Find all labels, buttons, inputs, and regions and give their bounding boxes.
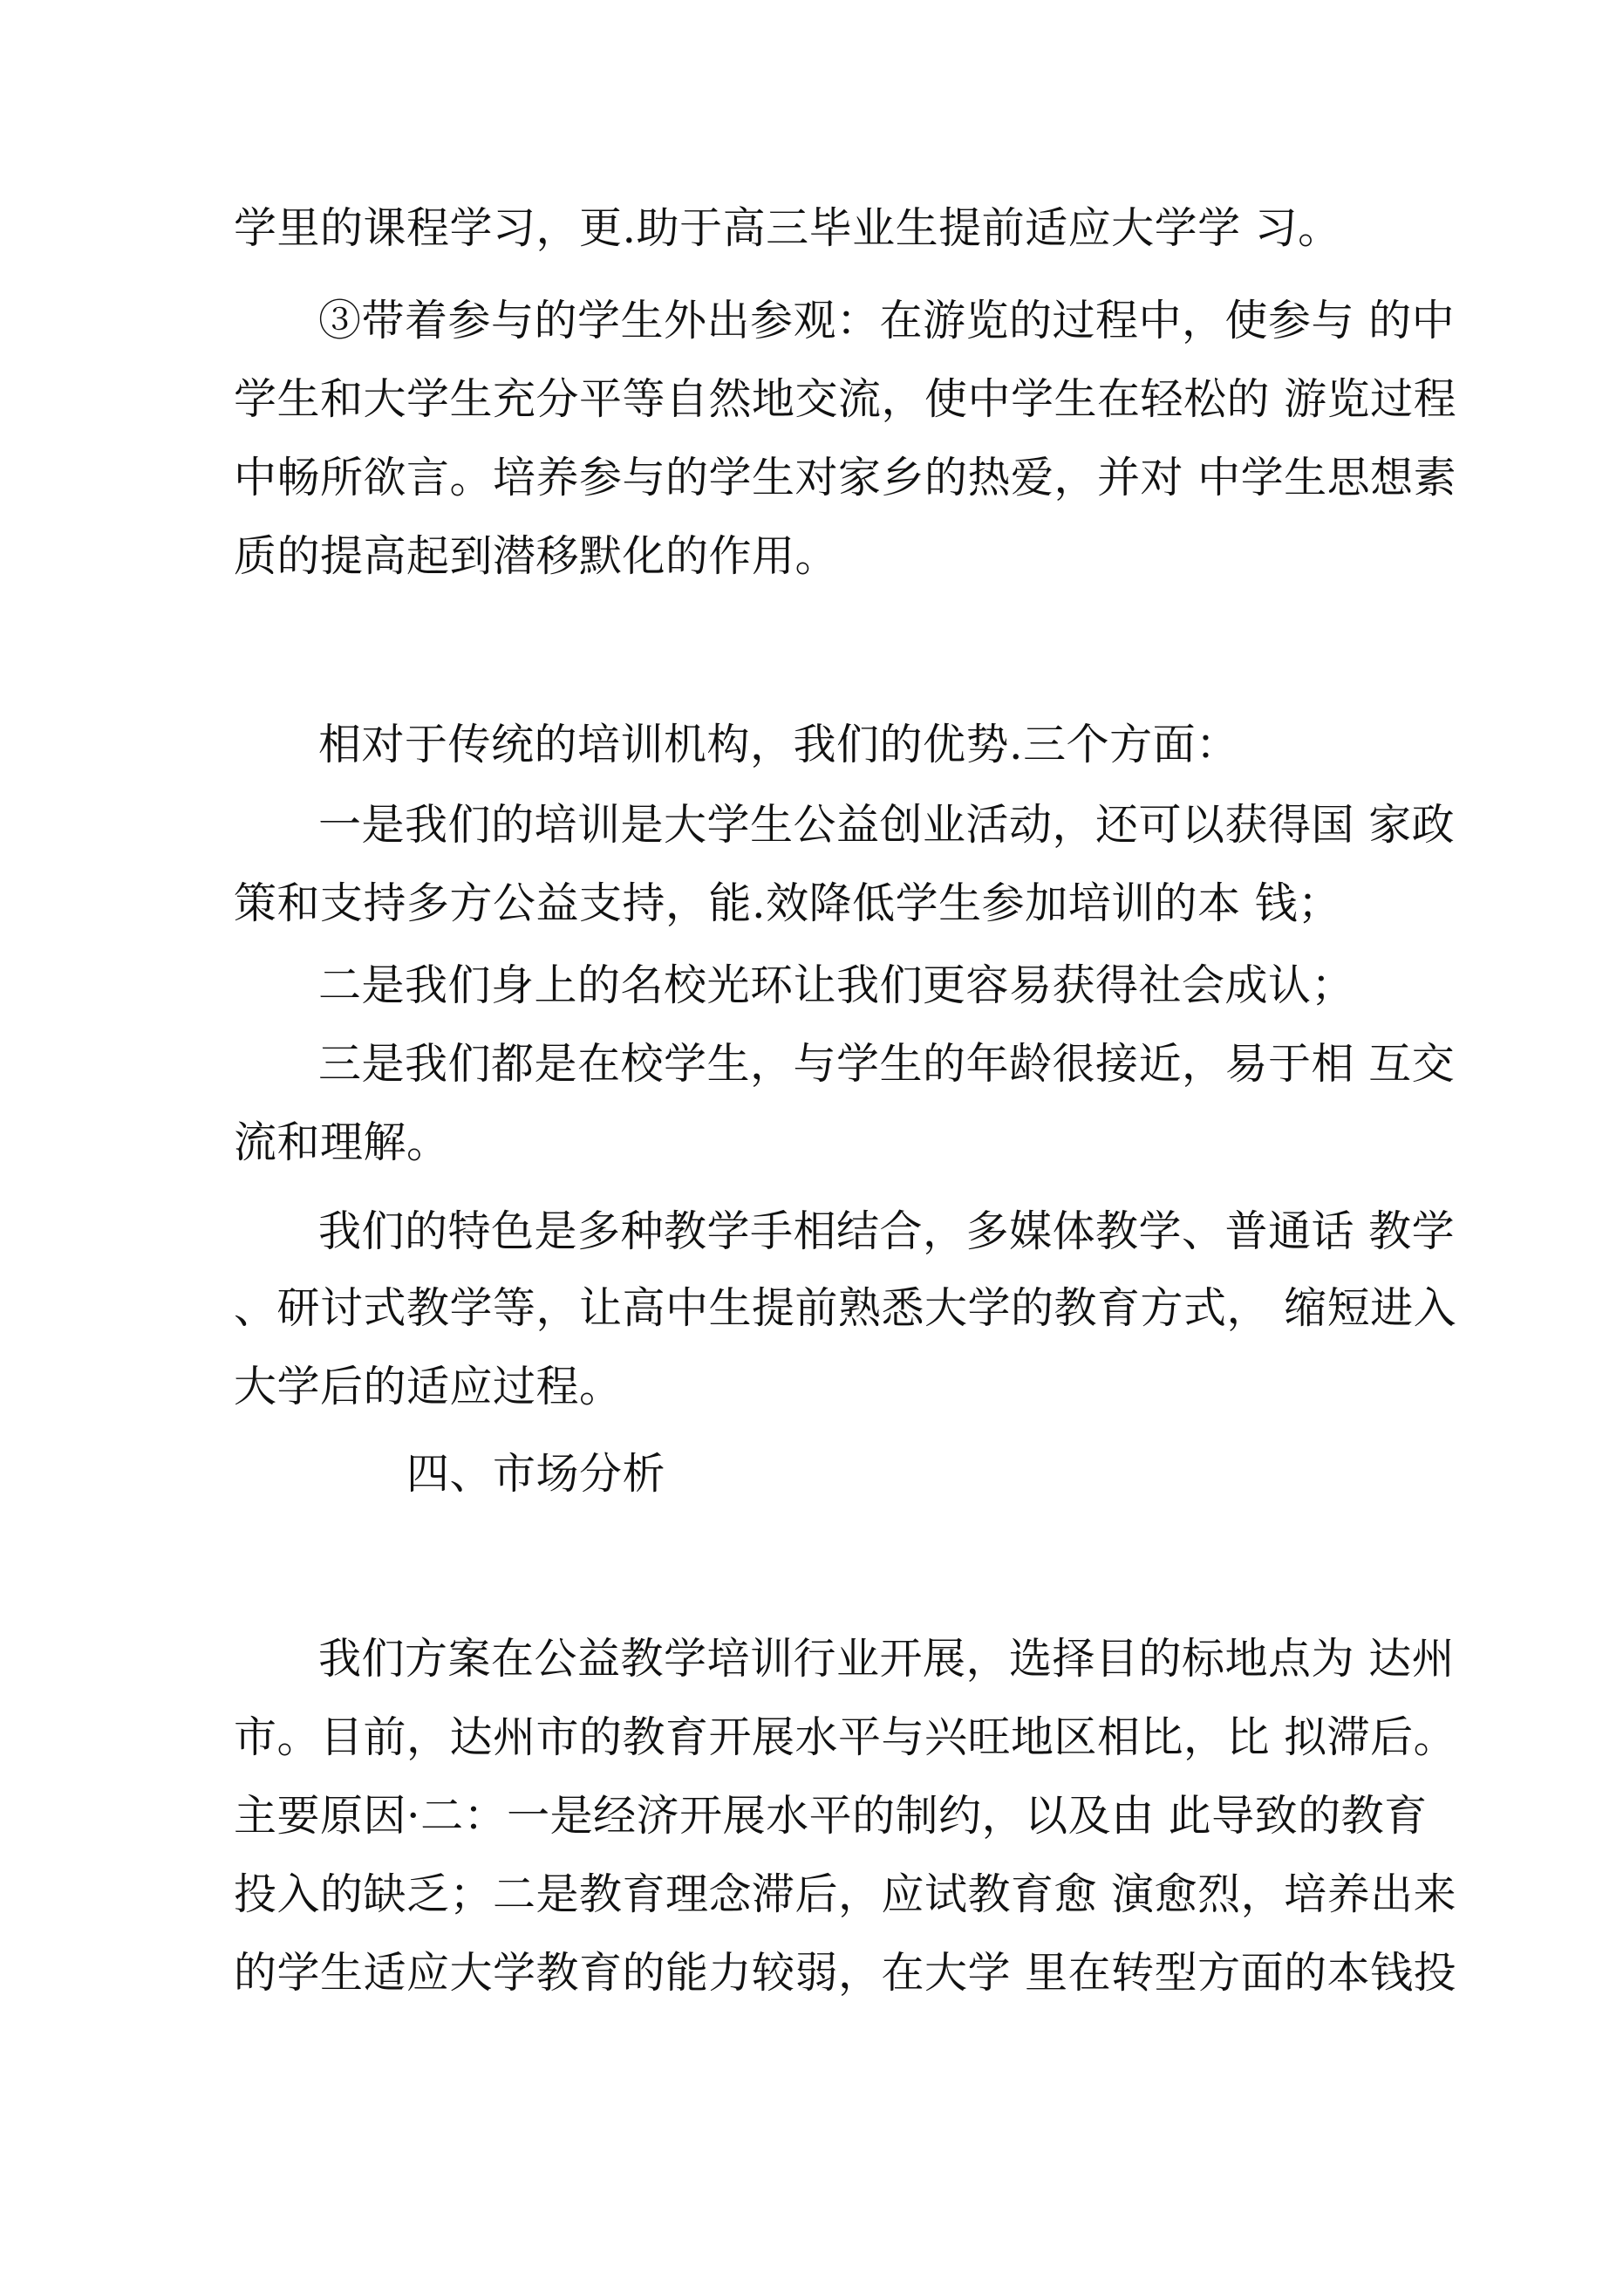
text-line: 我们方案在公益教学培训行业开展，选择目的标地点为 达州 [318, 1634, 1456, 1684]
text-line: 大学后的适应过程。 [234, 1362, 623, 1411]
text-line: 投入的缺乏；二是教育理念滞后，应试教育愈 演愈烈，培养出来 [234, 1869, 1457, 1919]
text-line: 主要原因·二：一是经济开展水平的制约，以及由 此导致的教育 [234, 1791, 1428, 1841]
text-line: 三是我们都是在校学生，与学生的年龄很接近，易于相 互交 [318, 1039, 1456, 1089]
text-line: 、研讨式教学等，让高中生提前熟悉大学的教育方式， 缩短进入 [234, 1283, 1457, 1333]
text-line: 流和理解。 [234, 1117, 450, 1167]
text-line: ③带着参与的学生外出参观：在游览的过程中，使参与 的中 [318, 296, 1456, 345]
text-line: 市。目前，达州市的教育开展水平与兴旺地区相比，比 拟滞后。 [234, 1712, 1457, 1762]
text-line: 相对于传统的培训机构，我们的优势.三个方面： [318, 720, 1239, 769]
section-heading: 四、市场分析 [406, 1449, 666, 1499]
text-line: 中畅所欲言。培养参与的学生对家乡的热爱，并对 中学生思想素 [234, 453, 1457, 502]
text-line: 质的提高起到潜移默化的作用。 [234, 531, 839, 581]
text-line: 我们的特色是多种教学手相结合，多媒体教学、普通话 教学 [318, 1206, 1456, 1256]
text-line: 策和支持多方公益支持，能.效降低学生参加培训的本 钱； [234, 878, 1341, 928]
text-line: 的学生适应大学教育的能力较弱，在大学 里在转型方面的本钱投 [234, 1948, 1457, 1998]
text-line: 学生和大学生充分平等自然地交流，使中学生在轻松的 游览过程 [234, 374, 1457, 424]
text-line: 学里的课程学习，更.助于高三毕业生提前适应大学学 习。 [234, 203, 1341, 253]
text-line: 一是我们的培训是大学生公益创业活动，还可以获得国 家政 [318, 800, 1456, 850]
text-line: 二是我们身上的名校光环让我们更容易获得社会成认； [318, 960, 1355, 1010]
